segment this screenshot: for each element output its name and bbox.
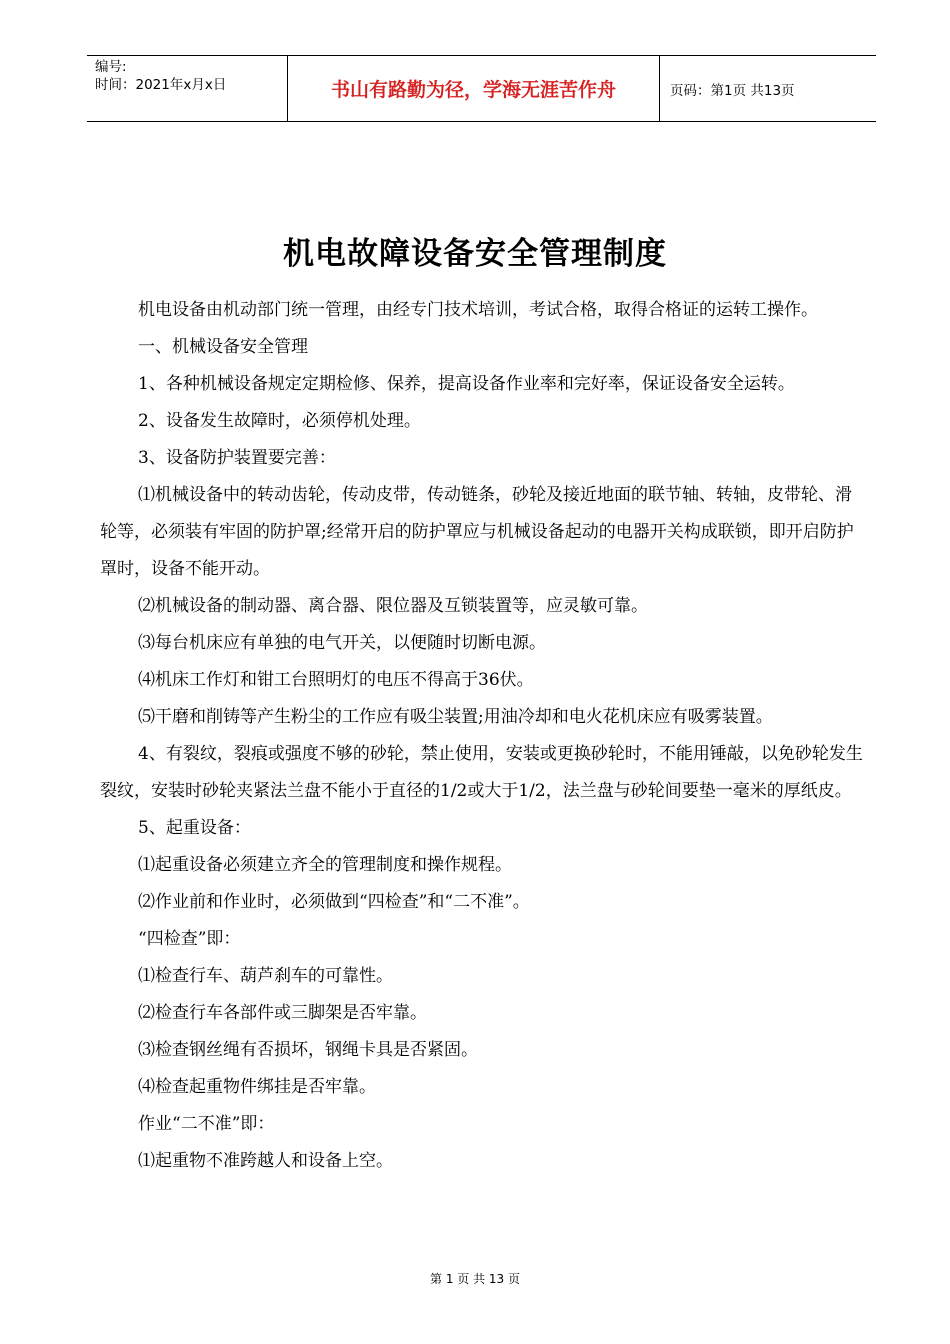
paragraph: 3、设备防护装置要完善：	[138, 448, 336, 468]
paragraph: “四检查”即：	[138, 929, 241, 949]
paragraph: ⑴检查行车、葫芦刹车的可靠性。	[138, 966, 393, 986]
paragraph: 4、有裂纹，裂痕或强度不够的砂轮，禁止使用，安装或更换砂轮时，不能用锤敲，以免砂轮发生裂纹，安装时砂轮夹紧法兰盘不能小于直径的1/2或大于1/2，法兰盘与砂轮间要垫一毫米的厚纸皮。	[100, 744, 863, 801]
page-header	[87, 55, 876, 122]
document-body	[100, 292, 868, 1180]
paragraph: ⑴机械设备中的转动齿轮，传动皮带，传动链条，砂轮及接近地面的联节轴、转轴，皮带轮、滑轮等，必须装有牢固的防护罩;经常开启的防护罩应与机械设备起动的电器开关构成联锁，即开启防护罩时，设备不能开动。	[100, 485, 854, 579]
paragraph: 机电设备由机动部门统一管理，由经专门技术培训，考试合格，取得合格证的运转工操作。	[138, 300, 818, 320]
paragraph: ⑷机床工作灯和钳工台照明灯的电压不得高于36伏。	[138, 670, 534, 690]
header-page-info: 页码：第1页 共13页	[670, 82, 795, 99]
paragraph: ⑵机械设备的制动器、离合器、限位器及互锁装置等，应灵敏可靠。	[138, 596, 648, 616]
paragraph: 5、起重设备：	[138, 818, 251, 838]
page-footer: 第 1 页 共 13 页	[430, 1272, 520, 1286]
document-time-label: 时间：2021年x月x日	[95, 77, 227, 93]
section-heading: 一、机械设备安全管理	[138, 337, 308, 357]
paragraph: ⑴起重设备必须建立齐全的管理制度和操作规程。	[138, 855, 512, 875]
paragraph: ⑸干磨和削铸等产生粉尘的工作应有吸尘装置;用油冷却和电火花机床应有吸雾装置。	[138, 707, 773, 727]
paragraph: ⑵作业前和作业时，必须做到“四检查”和“二不准”。	[138, 892, 530, 912]
paragraph: ⑷检查起重物件绑挂是否牢靠。	[138, 1077, 376, 1097]
header-motto: 书山有路勤为径，学海无涯苦作舟	[287, 56, 660, 121]
header-meta	[87, 56, 287, 121]
document-number-label: 编号:	[95, 59, 127, 75]
paragraph: 2、设备发生故障时，必须停机处理。	[138, 411, 421, 431]
document-title: 机电故障设备安全管理制度	[283, 236, 667, 272]
paragraph: ⑶检查钢丝绳有否损坏，钢绳卡具是否紧固。	[138, 1040, 478, 1060]
paragraph: ⑵检查行车各部件或三脚架是否牢靠。	[138, 1003, 427, 1023]
paragraph: 作业“二不准”即：	[138, 1114, 275, 1134]
paragraph: ⑶每台机床应有单独的电气开关，以便随时切断电源。	[138, 633, 546, 653]
paragraph: ⑴起重物不准跨越人和设备上空。	[138, 1151, 393, 1171]
paragraph: 1、各种机械设备规定定期检修、保养，提高设备作业率和完好率，保证设备安全运转。	[138, 374, 795, 394]
